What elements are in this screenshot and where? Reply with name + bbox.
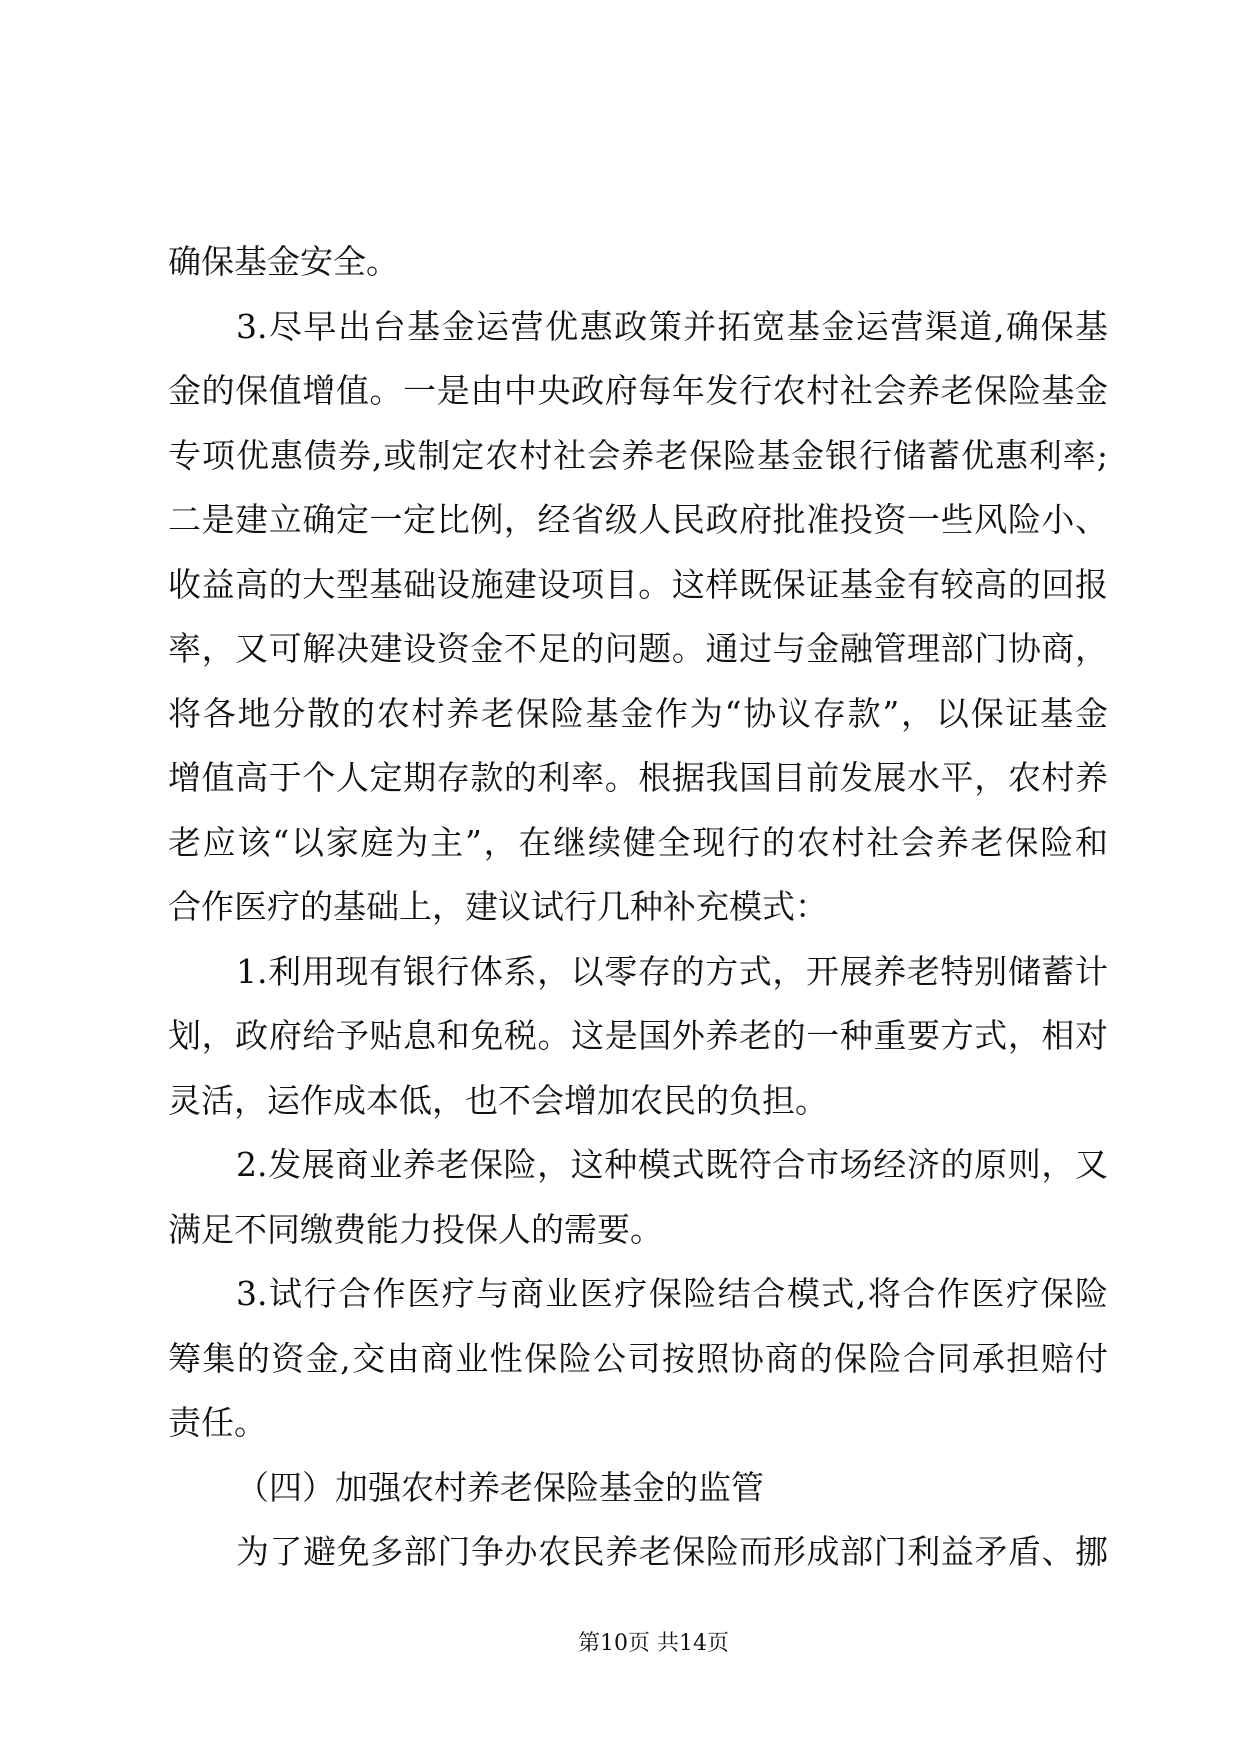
paragraph-line: 为了避免多部门争办农民养老保险而形成部门利益矛盾、挪 xyxy=(236,1532,1108,1571)
paragraph-line: 1.利用现有银行体系，以零存的方式，开展养老特别储蓄计 xyxy=(236,951,1108,991)
paragraph-line: 灵活，运作成本低，也不会增加农民的负担。 xyxy=(168,1080,828,1120)
paragraph-line: 金的保值增值。一是由中央政府每年发行农村社会养老保险基金 xyxy=(168,371,1108,410)
page-number-footer: 第10页 共14页 xyxy=(578,1631,729,1656)
section-heading: （四）加强农村养老保险基金的监管 xyxy=(236,1467,764,1507)
paragraph-line: 确保基金安全。 xyxy=(168,242,399,281)
paragraph-line: 筹集的资金,交由商业性保险公司按照协商的保险合同承担赔付 xyxy=(168,1338,1108,1378)
paragraph-line: 收益高的大型基础设施建设项目。这样既保证基金有较高的回报 xyxy=(168,564,1108,604)
paragraph-line: 合作医疗的基础上，建议试行几种补充模式： xyxy=(168,887,828,926)
paragraph-line: 专项优惠债券,或制定农村社会养老保险基金银行储蓄优惠利率; xyxy=(168,435,1108,475)
paragraph-line: 满足不同缴费能力投保人的需要。 xyxy=(168,1209,663,1249)
paragraph-line: 增值高于个人定期存款的利率。根据我国目前发展水平，农村养 xyxy=(168,758,1108,797)
paragraph-line: 二是建立确定一定比例，经省级人民政府批准投资一些风险小、 xyxy=(168,500,1108,539)
paragraph-line: 率，又可解决建设资金不足的问题。通过与金融管理部门协商， xyxy=(168,629,1108,668)
paragraph-line: 3.尽早出台基金运营优惠政策并拓宽基金运营渠道,确保基 xyxy=(236,306,1108,346)
paragraph-line: 2.发展商业养老保险，这种模式既符合市场经济的原则，又 xyxy=(236,1145,1108,1184)
paragraph-line: 划，政府给予贴息和免税。这是国外养老的一种重要方式，相对 xyxy=(168,1016,1108,1055)
paragraph-line: 3.试行合作医疗与商业医疗保险结合模式,将合作医疗保险 xyxy=(236,1274,1108,1313)
paragraph-line: 老应该“以家庭为主”，在继续健全现行的农村社会养老保险和 xyxy=(168,822,1108,862)
paragraph-line: 将各地分散的农村养老保险基金作为“协议存款”，以保证基金 xyxy=(168,693,1108,733)
document-body xyxy=(168,230,1108,1585)
paragraph-line: 责任。 xyxy=(168,1403,267,1442)
